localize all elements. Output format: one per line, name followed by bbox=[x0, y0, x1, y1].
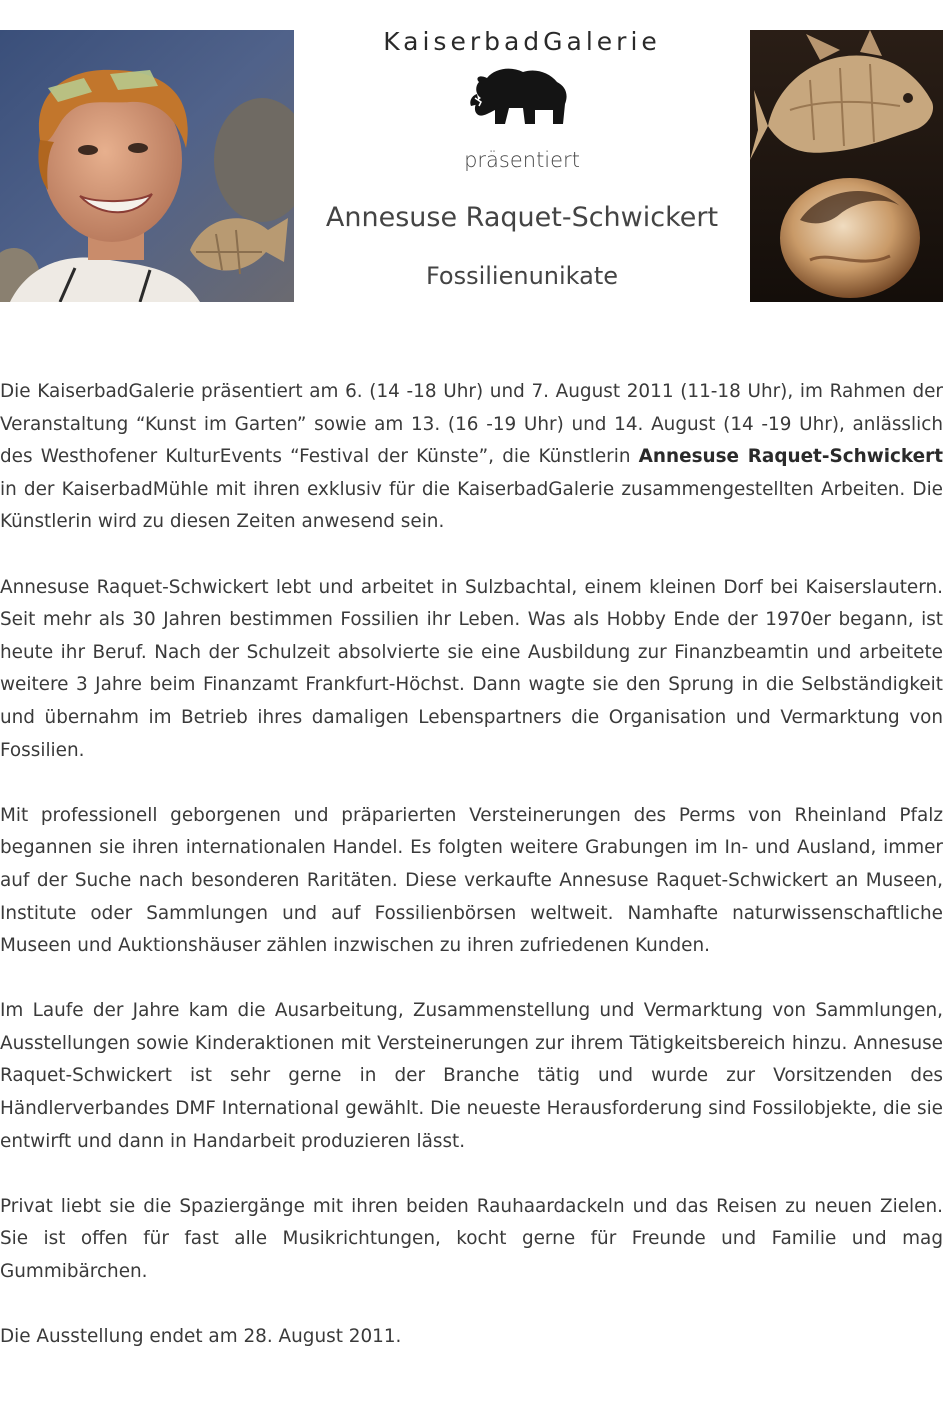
gallery-name: KaiserbadGalerie bbox=[383, 27, 661, 56]
header bbox=[294, 0, 750, 310]
paragraph-5: Privat liebt sie die Spaziergänge mit ihren beiden Rauhaardackeln und das Reisen zu neuen Zielen. Sie ist offen für fast alle Musikrichtungen, kocht gerne für Freunde und Familie und mag Gummibärchen. bbox=[0, 1195, 943, 1283]
exhibition-subtitle: Fossilienunikate bbox=[425, 262, 619, 290]
paragraph-2: Annesuse Raquet-Schwickert lebt und arbeitet in Sulzbachtal, einem kleinen Dorf bei Kaiserslautern. Seit mehr als 30 Jahren bestimmen Fossilien ihr Leben. Was als Hobby Ende der 1970er begann, ist heute ihr Beruf. Nach der Schulzeit absolvierte sie eine Ausbildung zur Finanzbeamtin und arbeitete weitere 3 Jahre beim Finanzamt Frankfurt-Höchst. Dann wagte sie den Sprung in die Selbständigkeit und übernahm im Betrieb ihres damaligen Lebenspartners die Organisation und Vermarktung von Fossilien. bbox=[0, 576, 943, 761]
artist-name-bold: Annesuse Raquet-Schwickert bbox=[638, 446, 943, 468]
article-body bbox=[0, 376, 943, 1386]
paragraph-1-intro: Die KaiserbadGalerie präsentiert am 6. (14 -18 Uhr) und 7. August 2011 (11-18 Uhr), im Rahmen der Veranstaltung “Kunst im Garten” sowie am 13. (16 -19 Uhr) und 14. August (14 -19 Uhr), anlässlich des Westhofener KulturEvents “Festival der Künste”, die Künstlerin bbox=[0, 381, 943, 468]
paragraph-1 bbox=[0, 376, 943, 539]
paragraph-1-rest: in der KaiserbadMühle mit ihren exklusiv für die KaiserbadGalerie zusammengestellten Arbeiten. Die Künstlerin wird zu diesen Zeiten anwesend sein. bbox=[0, 478, 943, 533]
portrait-photo bbox=[0, 30, 294, 302]
lion-logo-icon bbox=[465, 64, 579, 130]
paragraph-4: Im Laufe der Jahre kam die Ausarbeitung, Zusammenstellung und Vermarktung von Sammlungen, Ausstellungen sowie Kinderaktionen mit Versteinerungen zur ihrem Tätigkeitsbereich hinzu. Annesuse Raquet-Schwickert ist sehr gerne in der Branche tätig und wurde zur Vorsitzenden des Händlerverbandes DMF International gewählt. Die neueste Herausforderung sind Fossilobjekte, die sie entwirft und dann in Handarbeit produzieren lässt. bbox=[0, 1000, 943, 1152]
presents-label: präsentiert bbox=[464, 148, 580, 172]
paragraph-6: Die Ausstellung endet am 28. August 2011. bbox=[0, 1326, 402, 1348]
paragraph-3: Mit professionell geborgenen und präparierten Versteinerungen des Perms von Rheinland Pfalz begannen sie ihren internationalen Handel. Es folgten weitere Grabungen im In- und Ausland, immer auf der Suche nach besonderen Raritäten. Diese verkaufte Annesuse Raquet-Schwickert an Museen, Institute oder Sammlungen und auf Fossilienbörsen weltweit. Namhafte naturwissenschaftliche Museen und Auktionshäuser zählen inzwischen zu ihren zufriedenen Kunden. bbox=[0, 804, 943, 957]
fossil-sculpture-photo bbox=[750, 30, 943, 302]
artist-name: Annesuse Raquet-Schwickert bbox=[325, 202, 719, 233]
